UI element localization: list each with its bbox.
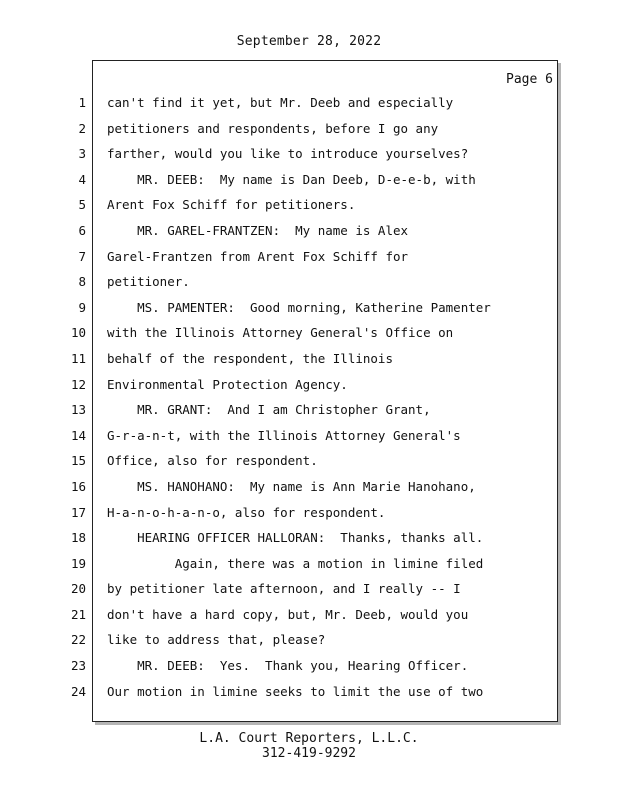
- line-number: 10: [70, 325, 86, 341]
- line-number: 7: [78, 248, 86, 264]
- line-number: 9: [78, 299, 86, 315]
- line-number: 22: [70, 632, 86, 648]
- line-number: 11: [70, 350, 86, 366]
- reporter-phone: 312-419-9292: [262, 746, 356, 761]
- line-number: 24: [70, 683, 86, 699]
- line-number: 6: [78, 222, 86, 238]
- transcript-line: behalf of the respondent, the Illinois: [107, 350, 393, 366]
- transcript-line: HEARING OFFICER HALLORAN: Thanks, thanks all.: [107, 530, 484, 546]
- reporter-company: L.A. Court Reporters, L.L.C.: [199, 731, 419, 746]
- line-number: 16: [70, 478, 86, 494]
- transcript-line: MR. GRANT: And I am Christopher Grant,: [107, 402, 431, 418]
- line-number: 5: [78, 197, 86, 213]
- line-number: 3: [78, 146, 86, 162]
- footer: [0, 731, 618, 761]
- line-number: 1: [78, 95, 86, 110]
- line-number: 23: [70, 658, 86, 674]
- transcript-line: MR. GAREL-FRANTZEN: My name is Alex: [107, 222, 409, 238]
- transcript-line: Our motion in limine seeks to limit the use of two: [107, 683, 484, 699]
- transcript-text: [107, 90, 552, 704]
- transcript-line: like to address that, please?: [107, 632, 326, 648]
- line-number: 13: [70, 402, 86, 418]
- line-number-column: [60, 90, 86, 704]
- transcript-line: with the Illinois Attorney General's Office on: [107, 325, 454, 341]
- page-number: Page 6: [506, 72, 553, 87]
- line-number: 14: [70, 427, 86, 443]
- transcript-line: Again, there was a motion in limine filed: [107, 555, 484, 571]
- transcript-date: September 28, 2022: [236, 34, 382, 49]
- line-number: 17: [70, 504, 86, 520]
- transcript-line: Environmental Protection Agency.: [107, 376, 348, 392]
- transcript-line: by petitioner late afternoon, and I really -- I: [107, 581, 461, 597]
- line-number: 21: [70, 606, 86, 622]
- transcript-line: Garel-Frantzen from Arent Fox Schiff for: [107, 248, 409, 264]
- line-number: 4: [78, 171, 86, 187]
- line-number: 18: [70, 530, 86, 546]
- transcript-line: MR. DEEB: My name is Dan Deeb, D-e-e-b, with: [107, 171, 476, 187]
- transcript-line: don't have a hard copy, but, Mr. Deeb, would you: [107, 606, 469, 622]
- line-number: 19: [70, 555, 86, 571]
- transcript-line: MR. DEEB: Yes. Thank you, Hearing Officer.: [107, 658, 469, 674]
- line-number: 2: [78, 120, 86, 136]
- transcript-line: can't find it yet, but Mr. Deeb and especially: [107, 95, 454, 110]
- transcript-line: farther, would you like to introduce yourselves?: [107, 146, 469, 162]
- transcript-line: petitioner.: [107, 274, 190, 290]
- line-number: 12: [70, 376, 86, 392]
- transcript-line: MS. HANOHANO: My name is Ann Marie Hanohano,: [107, 478, 476, 494]
- transcript-line: H-a-n-o-h-a-n-o, also for respondent.: [107, 504, 386, 520]
- transcript-line: Office, also for respondent.: [107, 453, 318, 469]
- transcript-line: MS. PAMENTER: Good morning, Katherine Pamenter: [107, 299, 491, 315]
- transcript-line: petitioners and respondents, before I go any: [107, 120, 439, 136]
- transcript-line: Arent Fox Schiff for petitioners.: [107, 197, 356, 213]
- line-number: 8: [78, 274, 86, 290]
- line-number: 15: [70, 453, 86, 469]
- line-number: 20: [70, 581, 86, 597]
- transcript-line: G-r-a-n-t, with the Illinois Attorney General's: [107, 427, 461, 443]
